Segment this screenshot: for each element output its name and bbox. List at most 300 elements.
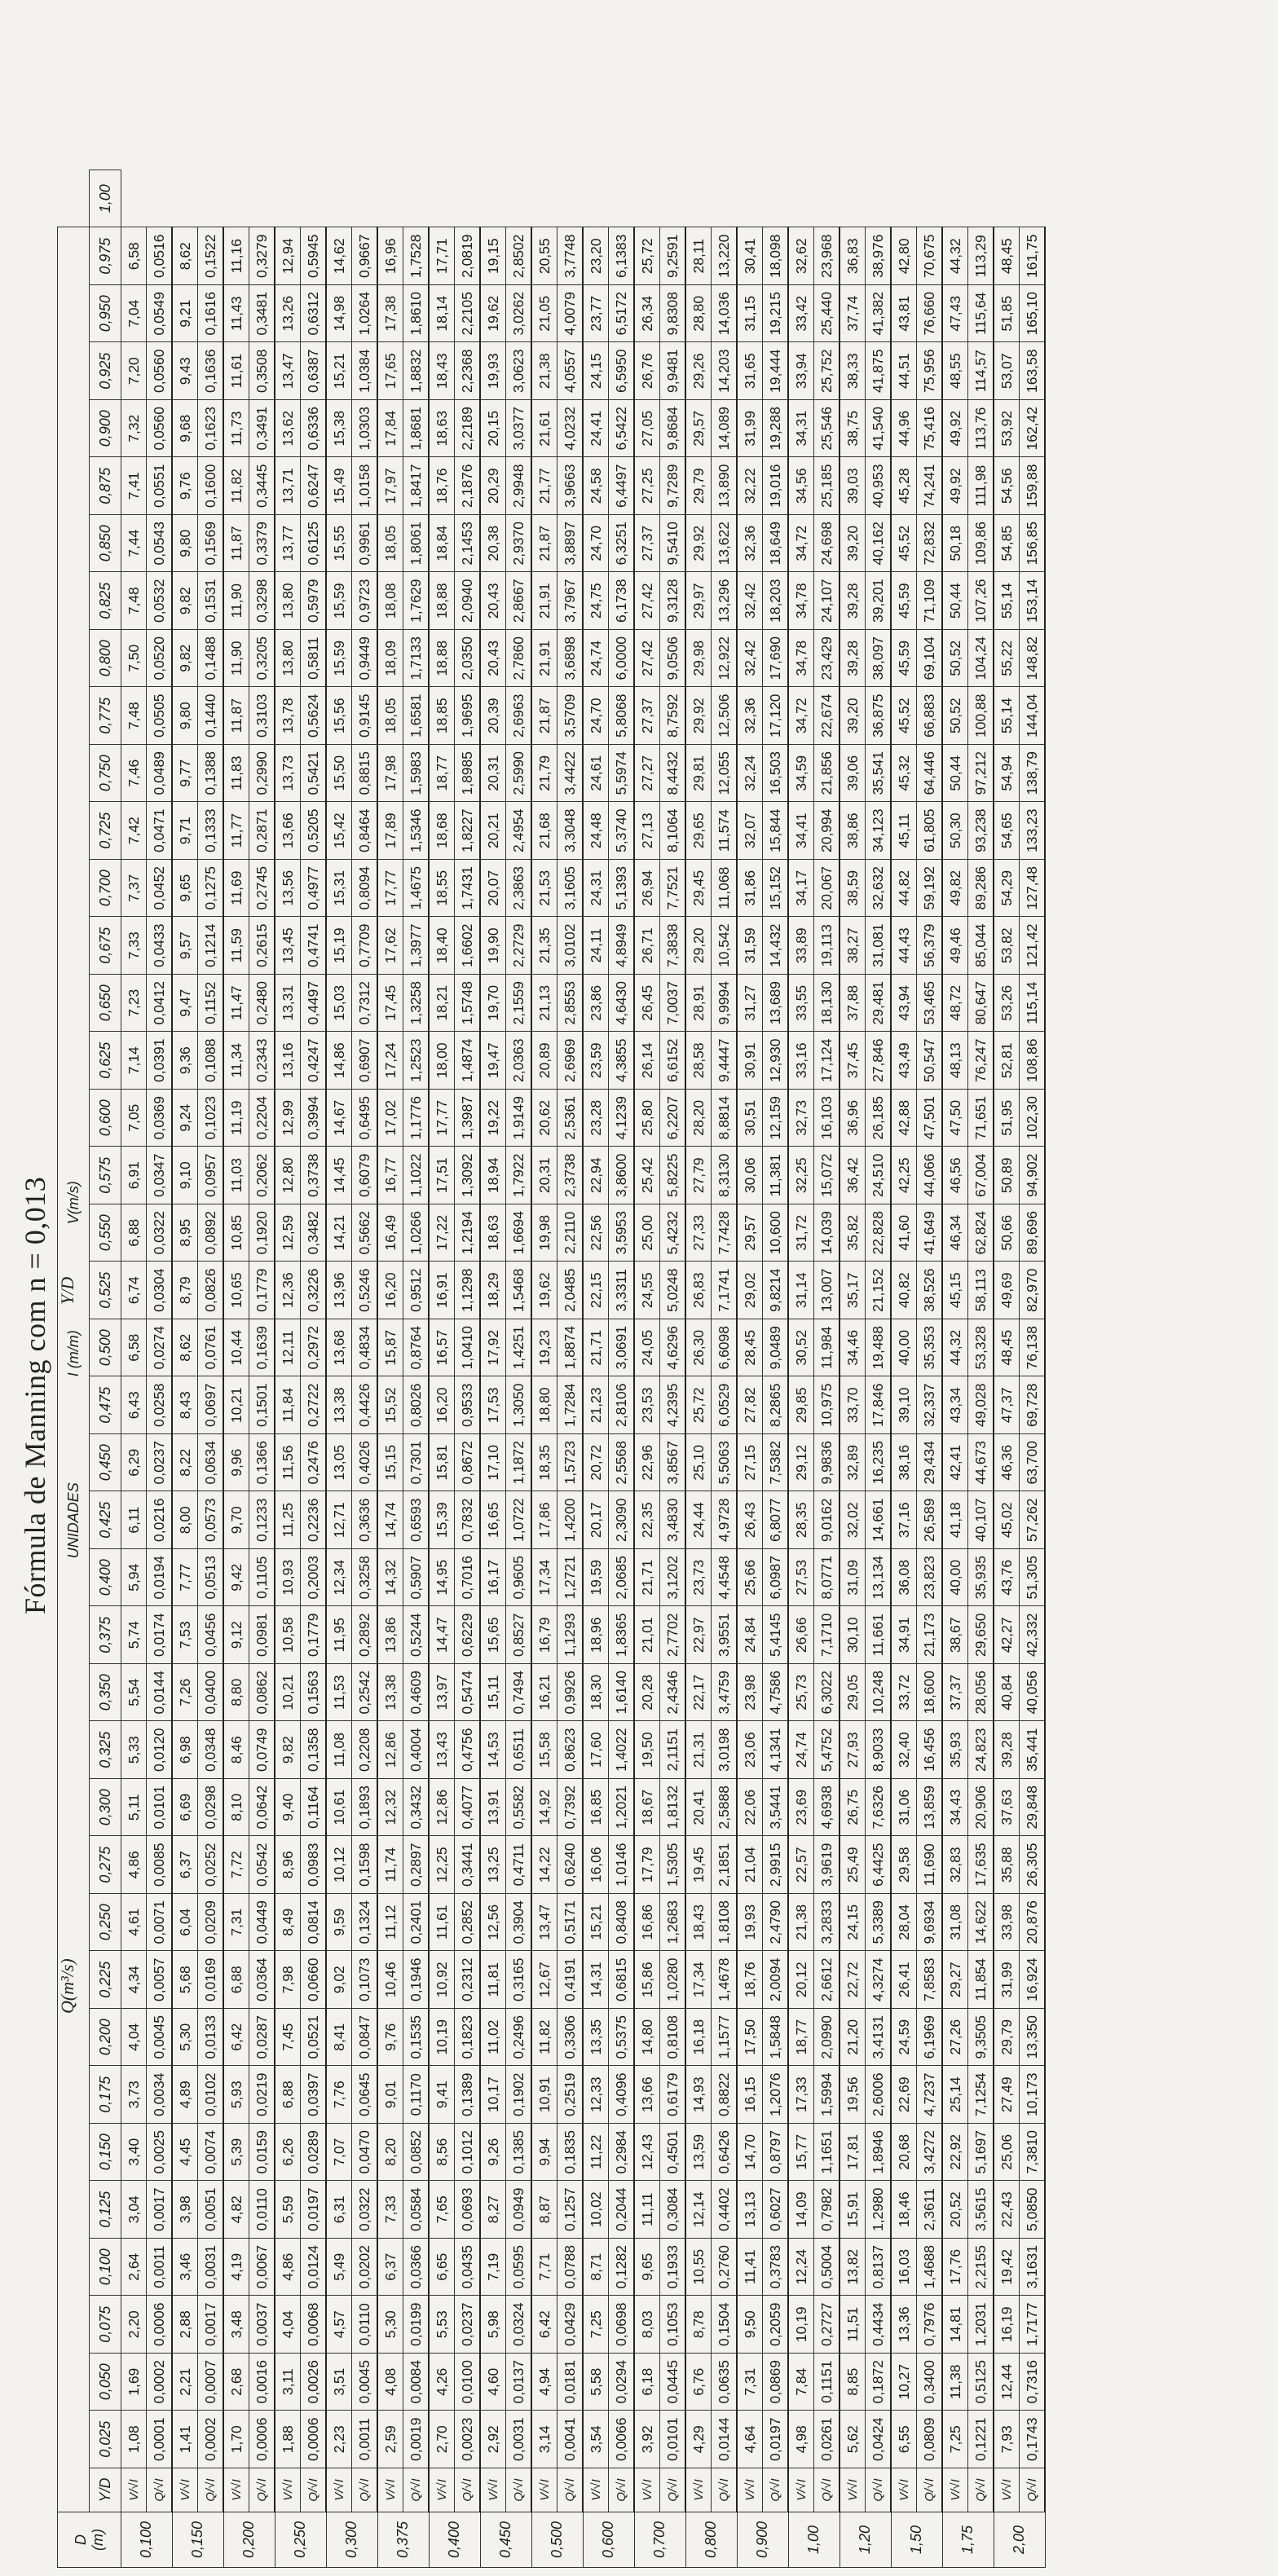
value-cell: 22,94 xyxy=(583,1147,609,1204)
value-cell: 18,43 xyxy=(685,1894,712,1952)
value-cell: 50,44 xyxy=(942,572,968,630)
value-cell: 0,6336 xyxy=(301,400,327,458)
value-cell: 6,0000 xyxy=(609,630,635,688)
value-cell: 40,00 xyxy=(891,1319,917,1377)
value-cell: 24,41 xyxy=(583,400,609,458)
value-cell: 9,21 xyxy=(172,285,198,343)
value-cell: 13,25 xyxy=(480,1836,506,1894)
value-cell: 44,96 xyxy=(891,400,917,458)
value-cell: 7,48 xyxy=(121,687,147,745)
value-cell: 4,1239 xyxy=(609,1090,635,1147)
row-type-cell: Q/√I xyxy=(609,2468,635,2512)
value-cell: 0,0348 xyxy=(198,1721,224,1779)
value-cell: 76,138 xyxy=(1020,1319,1046,1377)
value-cell: 0,3508 xyxy=(249,342,275,400)
value-cell: 28,58 xyxy=(685,1032,712,1090)
value-cell: 1,7177 xyxy=(1020,2296,1046,2354)
value-cell: 15,38 xyxy=(326,400,352,458)
value-cell: 0,1501 xyxy=(249,1376,275,1434)
value-cell: 17,124 xyxy=(814,1032,840,1090)
value-cell: 21,173 xyxy=(917,1606,943,1664)
value-cell: 7,46 xyxy=(121,745,147,803)
value-cell: 11,11 xyxy=(634,2181,660,2239)
document-title: Fórmula de Manning com n = 0,013 xyxy=(19,1176,51,1614)
value-cell: 8,0771 xyxy=(814,1549,840,1607)
yd-value-header: 0,725 xyxy=(90,802,121,860)
value-cell: 21,20 xyxy=(840,2009,866,2067)
value-cell: 20,07 xyxy=(480,860,506,918)
value-cell: 24,70 xyxy=(583,687,609,745)
yd-value-header: 0,650 xyxy=(90,975,121,1033)
value-cell: 0,2480 xyxy=(249,975,275,1033)
value-cell: 0,1073 xyxy=(352,1951,378,2009)
value-cell: 3,8567 xyxy=(660,1434,686,1492)
value-cell: 0,2615 xyxy=(249,917,275,975)
value-cell: 0,6511 xyxy=(506,1721,532,1779)
value-cell: 0,0007 xyxy=(198,2354,224,2411)
value-cell: 54,29 xyxy=(994,860,1020,918)
value-cell: 15,39 xyxy=(429,1491,455,1549)
value-cell: 8,96 xyxy=(275,1836,301,1894)
value-cell: 0,6247 xyxy=(301,457,327,515)
value-cell: 20,876 xyxy=(1020,1894,1046,1952)
value-cell: 14,53 xyxy=(480,1721,506,1779)
value-cell: 14,95 xyxy=(429,1549,455,1607)
value-cell: 9,65 xyxy=(634,2239,660,2296)
value-cell: 0,1385 xyxy=(506,2124,532,2182)
value-cell: 0,0074 xyxy=(198,2124,224,2182)
diameter-cell: 0,300 xyxy=(326,2512,377,2568)
value-cell: 21,77 xyxy=(531,457,557,515)
value-cell: 0,1893 xyxy=(352,1779,378,1837)
value-cell: 11,95 xyxy=(326,1606,352,1664)
value-cell: 2,9370 xyxy=(506,515,532,573)
value-cell: 32,36 xyxy=(737,515,763,573)
value-cell: 13,689 xyxy=(763,975,789,1033)
value-cell: 16,21 xyxy=(531,1664,557,1722)
value-cell: 3,5441 xyxy=(763,1779,789,1837)
row-type-cell: V/√I xyxy=(377,2468,403,2512)
value-cell: 148,82 xyxy=(1020,630,1046,688)
value-cell: 28,80 xyxy=(685,285,712,343)
value-cell: 0,2984 xyxy=(609,2124,635,2182)
value-cell: 0,0174 xyxy=(147,1606,173,1664)
value-cell: 7,84 xyxy=(788,2354,814,2411)
value-cell: 8,62 xyxy=(172,227,198,285)
value-cell: 1,8985 xyxy=(455,745,481,803)
value-cell: 29,05 xyxy=(840,1664,866,1722)
value-cell: 1,2683 xyxy=(660,1894,686,1952)
value-cell: 4,98 xyxy=(788,2411,814,2468)
value-cell: 13,62 xyxy=(275,400,301,458)
value-cell: 17,120 xyxy=(763,687,789,745)
yd-value-header: 0,700 xyxy=(90,860,121,918)
value-cell: 17,10 xyxy=(480,1434,506,1492)
value-cell: 16,79 xyxy=(531,1606,557,1664)
value-cell: 32,24 xyxy=(737,745,763,803)
value-cell: 0,5375 xyxy=(609,2009,635,2067)
value-cell: 2,2155 xyxy=(968,2239,994,2296)
value-cell: 17,38 xyxy=(377,285,403,343)
value-cell: 6,55 xyxy=(891,2411,917,2468)
value-cell: 1,6140 xyxy=(609,1664,635,1722)
diameter-cell: 1,75 xyxy=(942,2512,994,2568)
value-cell: 10,44 xyxy=(223,1319,249,1377)
value-cell: 53,82 xyxy=(994,917,1020,975)
value-cell: 0,0693 xyxy=(455,2181,481,2239)
value-cell: 1,0384 xyxy=(352,342,378,400)
value-cell: 0,2062 xyxy=(249,1147,275,1204)
value-cell: 12,67 xyxy=(531,1951,557,2009)
value-cell: 2,7702 xyxy=(660,1606,686,1664)
value-cell: 18,68 xyxy=(429,802,455,860)
value-cell: 0,1563 xyxy=(301,1664,327,1722)
value-cell: 18,55 xyxy=(429,860,455,918)
row-type-cell: V/√I xyxy=(223,2468,249,2512)
value-cell: 9,36 xyxy=(172,1032,198,1090)
value-cell: 0,0869 xyxy=(763,2354,789,2411)
value-cell: 40,953 xyxy=(866,457,892,515)
value-cell: 0,7494 xyxy=(506,1664,532,1722)
value-cell: 138,79 xyxy=(1020,745,1046,803)
value-cell: 6,04 xyxy=(172,1894,198,1952)
value-cell: 16,86 xyxy=(634,1894,660,1952)
value-cell: 23,20 xyxy=(583,227,609,285)
value-cell: 4,8949 xyxy=(609,917,635,975)
value-cell: 5,0248 xyxy=(660,1262,686,1319)
value-cell: 13,59 xyxy=(685,2124,712,2182)
value-cell: 0,5246 xyxy=(352,1262,378,1319)
value-cell: 26,66 xyxy=(788,1606,814,1664)
value-cell: 1,5346 xyxy=(403,802,430,860)
value-cell: 19,62 xyxy=(531,1262,557,1319)
value-cell: 45,02 xyxy=(994,1491,1020,1549)
value-cell: 0,0862 xyxy=(249,1664,275,1722)
value-cell: 6,29 xyxy=(121,1434,147,1492)
value-cell: 4,2395 xyxy=(660,1376,686,1434)
q-unit-label: Q(m³/s) xyxy=(57,1958,77,2014)
table-row xyxy=(917,170,943,2568)
value-cell: 2,2189 xyxy=(455,400,481,458)
value-cell: 1,4678 xyxy=(712,1951,738,2009)
value-cell: 3,5953 xyxy=(609,1204,635,1262)
value-cell: 29,27 xyxy=(942,1951,968,2009)
value-cell: 29,45 xyxy=(685,860,712,918)
value-cell: 0,3636 xyxy=(352,1491,378,1549)
value-cell: 31,99 xyxy=(994,1951,1020,2009)
value-cell: 4,26 xyxy=(429,2354,455,2411)
value-cell: 38,67 xyxy=(942,1606,968,1664)
value-cell: 0,0573 xyxy=(198,1491,224,1549)
value-cell: 7,19 xyxy=(480,2239,506,2296)
yd-value-header: 0,525 xyxy=(90,1262,121,1319)
value-cell: 0,4247 xyxy=(301,1032,327,1090)
value-cell: 13,296 xyxy=(712,572,738,630)
value-cell: 0,0532 xyxy=(147,572,173,630)
value-cell: 2,6963 xyxy=(506,687,532,745)
value-cell: 27,05 xyxy=(634,400,660,458)
value-cell: 3,14 xyxy=(531,2411,557,2468)
value-cell: 38,33 xyxy=(840,342,866,400)
value-cell: 0,4834 xyxy=(352,1319,378,1377)
value-cell: 4,6296 xyxy=(660,1319,686,1377)
value-cell: 20,21 xyxy=(480,802,506,860)
value-cell: 34,91 xyxy=(891,1606,917,1664)
value-cell: 0,8108 xyxy=(660,2009,686,2067)
value-cell: 39,201 xyxy=(866,572,892,630)
value-cell: 13,47 xyxy=(275,342,301,400)
value-cell: 5,30 xyxy=(172,2009,198,2067)
value-cell: 7,25 xyxy=(942,2411,968,2468)
value-cell: 0,0258 xyxy=(147,1376,173,1434)
value-cell: 0,0011 xyxy=(147,2239,173,2296)
row-type-cell: V/√I xyxy=(172,2468,198,2512)
value-cell: 0,1221 xyxy=(968,2411,994,2468)
value-cell: 0,3103 xyxy=(249,687,275,745)
value-cell: 25,49 xyxy=(840,1836,866,1894)
value-cell: 31,081 xyxy=(866,917,892,975)
value-cell: 6,65 xyxy=(429,2239,455,2296)
diameter-cell: 0,700 xyxy=(634,2512,685,2568)
value-cell: 34,59 xyxy=(788,745,814,803)
value-cell: 1,0264 xyxy=(352,285,378,343)
value-cell: 22,92 xyxy=(942,2124,968,2182)
value-cell: 0,7301 xyxy=(403,1434,430,1492)
value-cell: 5,3389 xyxy=(866,1894,892,1952)
value-cell: 0,1023 xyxy=(198,1090,224,1147)
value-cell: 28,04 xyxy=(891,1894,917,1952)
value-cell: 11,53 xyxy=(326,1664,352,1722)
value-cell: 0,0017 xyxy=(198,2296,224,2354)
value-cell: 3,4422 xyxy=(557,745,584,803)
value-cell: 7,37 xyxy=(121,860,147,918)
value-cell: 3,92 xyxy=(634,2411,660,2468)
value-cell: 23,69 xyxy=(788,1779,814,1837)
value-cell: 26,14 xyxy=(634,1032,660,1090)
value-cell: 6,11 xyxy=(121,1491,147,1549)
value-cell: 22,828 xyxy=(866,1204,892,1262)
value-cell: 4,3855 xyxy=(609,1032,635,1090)
value-cell: 19,444 xyxy=(763,342,789,400)
value-cell: 2,1876 xyxy=(455,457,481,515)
value-cell: 11,38 xyxy=(942,2354,968,2411)
value-cell: 9,3128 xyxy=(660,572,686,630)
value-cell: 20,15 xyxy=(480,400,506,458)
diameter-cell: 0,100 xyxy=(121,2512,173,2568)
value-cell: 31,59 xyxy=(737,917,763,975)
value-cell: 17,45 xyxy=(377,975,403,1033)
value-cell: 0,2542 xyxy=(352,1664,378,1722)
value-cell: 4,0557 xyxy=(557,342,584,400)
value-cell: 163,58 xyxy=(1020,342,1046,400)
value-cell: 53,92 xyxy=(994,400,1020,458)
value-cell: 0,3904 xyxy=(506,1894,532,1952)
value-cell: 1,88 xyxy=(275,2411,301,2468)
value-cell: 3,3311 xyxy=(609,1262,635,1319)
value-cell: 0,1275 xyxy=(198,860,224,918)
value-cell: 23,429 xyxy=(814,630,840,688)
value-cell: 50,66 xyxy=(994,1204,1020,1262)
value-cell: 15,21 xyxy=(326,342,352,400)
value-cell: 40,107 xyxy=(968,1491,994,1549)
value-cell: 31,72 xyxy=(788,1204,814,1262)
value-cell: 16,85 xyxy=(583,1779,609,1837)
yd-value-header: 0,275 xyxy=(90,1836,121,1894)
value-cell: 27,42 xyxy=(634,630,660,688)
value-cell: 35,441 xyxy=(1020,1721,1046,1779)
table-row xyxy=(480,170,506,2568)
value-cell: 32,02 xyxy=(840,1491,866,1549)
value-cell: 14,09 xyxy=(788,2181,814,2239)
yd-value-header: 0,875 xyxy=(90,457,121,515)
value-cell: 0,6079 xyxy=(352,1147,378,1204)
value-cell: 0,0449 xyxy=(249,1894,275,1952)
value-cell: 9,24 xyxy=(172,1090,198,1147)
value-cell: 19,22 xyxy=(480,1090,506,1147)
value-cell: 0,3258 xyxy=(352,1549,378,1607)
value-cell: 4,0079 xyxy=(557,285,584,343)
value-cell: 2,6612 xyxy=(814,1951,840,2009)
value-cell: 0,3482 xyxy=(301,1204,327,1262)
value-cell: 27,25 xyxy=(634,457,660,515)
value-cell: 0,0471 xyxy=(147,802,173,860)
value-cell: 0,1388 xyxy=(198,745,224,803)
value-cell: 0,9723 xyxy=(352,572,378,630)
yd-value-header: 0,350 xyxy=(90,1664,121,1722)
value-cell: 0,3084 xyxy=(660,2181,686,2239)
value-cell: 14,81 xyxy=(942,2296,968,2354)
value-cell: 4,04 xyxy=(275,2296,301,2354)
yd-value-header: 0,050 xyxy=(90,2354,121,2411)
value-cell: 1,5748 xyxy=(455,975,481,1033)
value-cell: 17,22 xyxy=(429,1204,455,1262)
value-cell: 0,1333 xyxy=(198,802,224,860)
value-cell: 10,12 xyxy=(326,1836,352,1894)
value-cell: 12,159 xyxy=(763,1090,789,1147)
value-cell: 16,65 xyxy=(480,1491,506,1549)
value-cell: 5,39 xyxy=(223,2124,249,2182)
value-cell: 19,93 xyxy=(480,342,506,400)
value-cell: 20,12 xyxy=(788,1951,814,2009)
value-cell: 17,24 xyxy=(377,1032,403,1090)
value-cell: 0,0698 xyxy=(609,2296,635,2354)
value-cell: 1,8610 xyxy=(403,285,430,343)
value-cell: 3,3048 xyxy=(557,802,584,860)
value-cell: 19,215 xyxy=(763,285,789,343)
value-cell: 29,65 xyxy=(685,802,712,860)
value-cell: 9,82 xyxy=(172,630,198,688)
value-cell: 0,0144 xyxy=(147,1664,173,1722)
value-cell: 33,94 xyxy=(788,342,814,400)
value-cell: 50,18 xyxy=(942,515,968,573)
value-cell: 66,883 xyxy=(917,687,943,745)
value-cell: 20,38 xyxy=(480,515,506,573)
value-cell: 1,9149 xyxy=(506,1090,532,1147)
value-cell: 0,3298 xyxy=(249,572,275,630)
value-cell: 7,14 xyxy=(121,1032,147,1090)
row-type-cell: Q/√I xyxy=(814,2468,840,2512)
value-cell: 27,42 xyxy=(634,572,660,630)
value-cell: 0,2892 xyxy=(352,1606,378,1664)
value-cell: 0,0037 xyxy=(249,2296,275,2354)
table-row xyxy=(403,170,430,2568)
value-cell: 45,52 xyxy=(891,515,917,573)
value-cell: 72,832 xyxy=(917,515,943,573)
value-cell: 3,0262 xyxy=(506,285,532,343)
value-cell: 10,19 xyxy=(788,2296,814,2354)
value-cell: 50,547 xyxy=(917,1032,943,1090)
value-cell: 49,92 xyxy=(942,400,968,458)
value-cell: 18,40 xyxy=(429,917,455,975)
value-cell: 0,1214 xyxy=(198,917,224,975)
value-cell: 8,7592 xyxy=(660,687,686,745)
value-cell: 108,86 xyxy=(1020,1032,1046,1090)
value-cell: 1,3092 xyxy=(455,1147,481,1204)
value-cell: 17,76 xyxy=(942,2239,968,2296)
value-cell: 7,31 xyxy=(737,2354,763,2411)
value-cell: 5,94 xyxy=(121,1549,147,1607)
value-cell: 1,70 xyxy=(223,2411,249,2468)
value-cell: 45,28 xyxy=(891,457,917,515)
value-cell: 0,1012 xyxy=(455,2124,481,2182)
value-cell: 31,99 xyxy=(737,400,763,458)
value-cell: 33,55 xyxy=(788,975,814,1033)
value-cell: 113,76 xyxy=(968,400,994,458)
value-cell: 21,61 xyxy=(531,400,557,458)
value-cell: 11,61 xyxy=(223,342,249,400)
value-cell: 1,0158 xyxy=(352,457,378,515)
value-cell: 10,21 xyxy=(275,1664,301,1722)
yd-value-header: 0,150 xyxy=(90,2124,121,2182)
value-cell: 0,0595 xyxy=(506,2239,532,2296)
value-cell: 11,03 xyxy=(223,1147,249,1204)
value-cell: 26,43 xyxy=(737,1491,763,1549)
value-cell: 12,56 xyxy=(480,1894,506,1952)
value-cell: 34,46 xyxy=(840,1319,866,1377)
value-cell: 0,5979 xyxy=(301,572,327,630)
value-cell: 7,1741 xyxy=(712,1262,738,1319)
value-cell: 21,856 xyxy=(814,745,840,803)
value-cell: 42,25 xyxy=(891,1147,917,1204)
value-cell: 9,3505 xyxy=(968,2009,994,2067)
value-cell: 10,92 xyxy=(429,1951,455,2009)
value-cell: 12,32 xyxy=(377,1779,403,1837)
value-cell: 69,104 xyxy=(917,630,943,688)
value-cell: 0,1531 xyxy=(198,572,224,630)
value-cell: 7,25 xyxy=(583,2296,609,2354)
row-type-cell: Q/√I xyxy=(557,2468,584,2512)
value-cell: 0,2003 xyxy=(301,1549,327,1607)
value-cell: 38,526 xyxy=(917,1262,943,1319)
value-cell: 0,1151 xyxy=(814,2354,840,2411)
value-cell: 9,9994 xyxy=(712,975,738,1033)
value-cell: 11,19 xyxy=(223,1090,249,1147)
row-type-cell: Q/√I xyxy=(147,2468,173,2512)
value-cell: 0,3279 xyxy=(249,227,275,285)
value-cell: 0,0006 xyxy=(147,2296,173,2354)
value-cell: 16,77 xyxy=(377,1147,403,1204)
value-cell: 11,61 xyxy=(429,1894,455,1952)
value-cell: 10,55 xyxy=(685,2239,712,2296)
value-cell: 3,4131 xyxy=(866,2009,892,2067)
value-cell: 11,41 xyxy=(737,2239,763,2296)
value-cell: 43,34 xyxy=(942,1376,968,1434)
value-cell: 1,5994 xyxy=(814,2066,840,2124)
value-cell: 36,96 xyxy=(840,1090,866,1147)
value-cell: 38,976 xyxy=(866,227,892,285)
value-cell: 3,0691 xyxy=(609,1319,635,1377)
value-cell: 23,86 xyxy=(583,975,609,1033)
